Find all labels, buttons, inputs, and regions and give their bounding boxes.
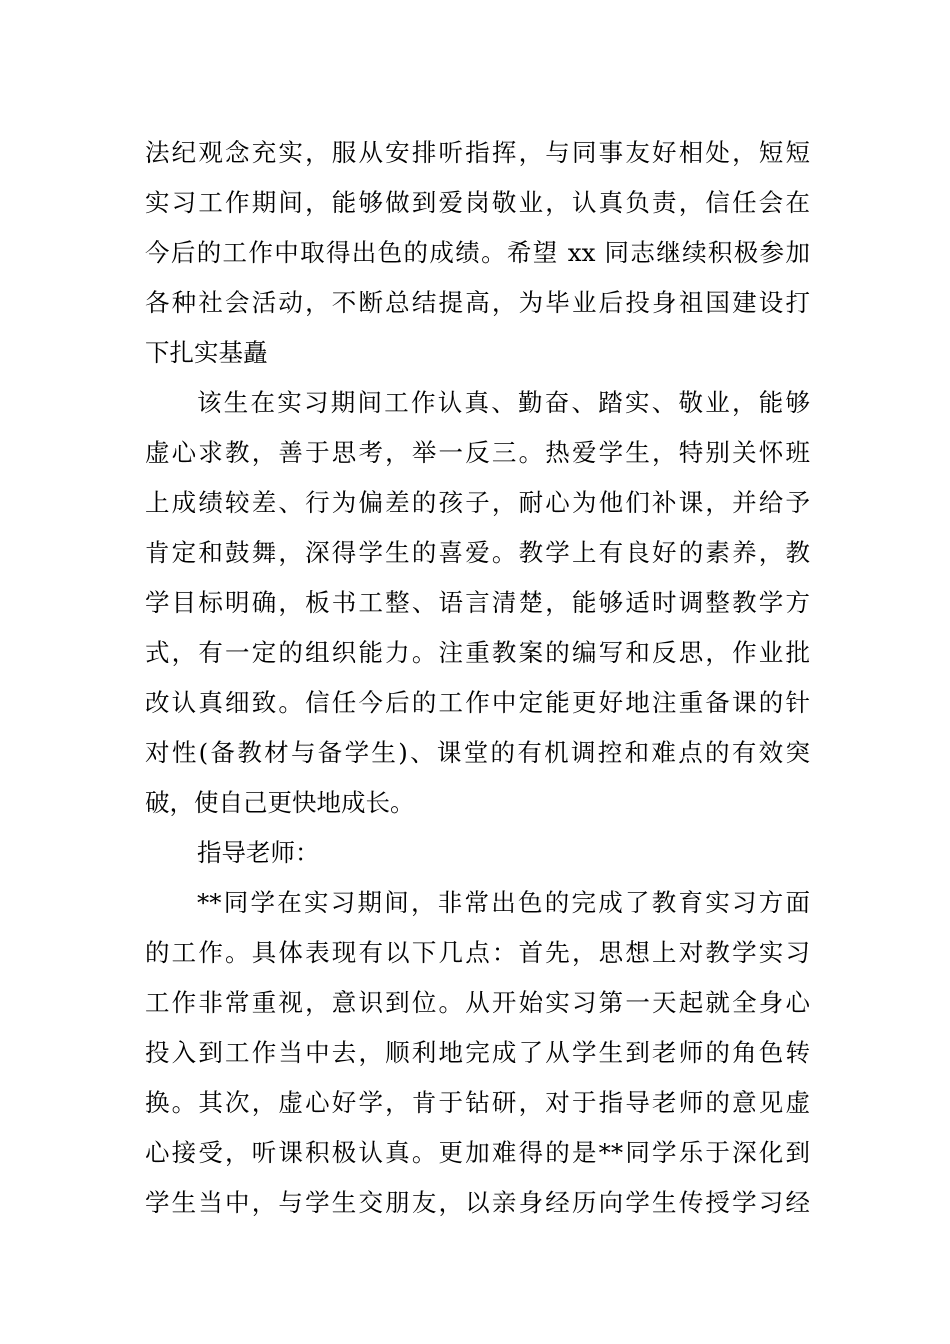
- text-line: 学生当中，与学生交朋友，以亲身经历向学生传授学习经: [145, 1188, 810, 1217]
- paragraph-first-line: 该生在实习期间工作认真、勤奋、踏实、敬业，能够: [197, 388, 810, 417]
- text-line: 虚心求教，善于思考，举一反三。热爱学生，特别关怀班: [145, 438, 810, 467]
- text-line: 对性(备教材与备学生)、课堂的有机调控和难点的有效突: [145, 738, 810, 767]
- text-line: 学目标明确，板书工整、语言清楚，能够适时调整教学方: [145, 588, 810, 617]
- text-line: 心接受，听课积极认真。更加难得的是**同学乐于深化到: [145, 1138, 810, 1167]
- text-line: 法纪观念充实，服从安排听指挥，与同事友好相处，短短: [145, 138, 810, 167]
- text-line: 换。其次，虚心好学，肯于钻研，对于指导老师的意见虚: [145, 1088, 810, 1117]
- text-line: 各种社会活动，不断总结提高，为毕业后投身祖国建设打: [145, 288, 810, 317]
- text-line: 今后的工作中取得出色的成绩。希望 xx 同志继续积极参加: [145, 238, 810, 267]
- text-line: 改认真细致。信任今后的工作中定能更好地注重备课的针: [145, 688, 810, 717]
- advisor-label: 指导老师：: [197, 838, 320, 867]
- text-line: 工作非常重视，意识到位。从开始实习第一天起就全身心: [145, 988, 810, 1017]
- text-line: 上成绩较差、行为偏差的孩子，耐心为他们补课，并给予: [145, 488, 810, 517]
- text-line: 肯定和鼓舞，深得学生的喜爱。教学上有良好的素养，教: [145, 538, 810, 567]
- text-line: 的工作。具体表现有以下几点：首先，思想上对教学实习: [145, 938, 810, 967]
- text-line: 实习工作期间，能够做到爱岗敬业，认真负责，信任会在: [145, 188, 810, 217]
- text-line: 下扎实基矗: [145, 338, 268, 367]
- text-line: 投入到工作当中去，顺利地完成了从学生到老师的角色转: [145, 1038, 810, 1067]
- text-line: 式，有一定的组织能力。注重教案的编写和反思，作业批: [145, 638, 810, 667]
- document-body: [145, 128, 810, 1228]
- text-line: 破，使自己更快地成长。: [145, 788, 415, 817]
- paragraph-first-line: **同学在实习期间，非常出色的完成了教育实习方面: [197, 888, 810, 917]
